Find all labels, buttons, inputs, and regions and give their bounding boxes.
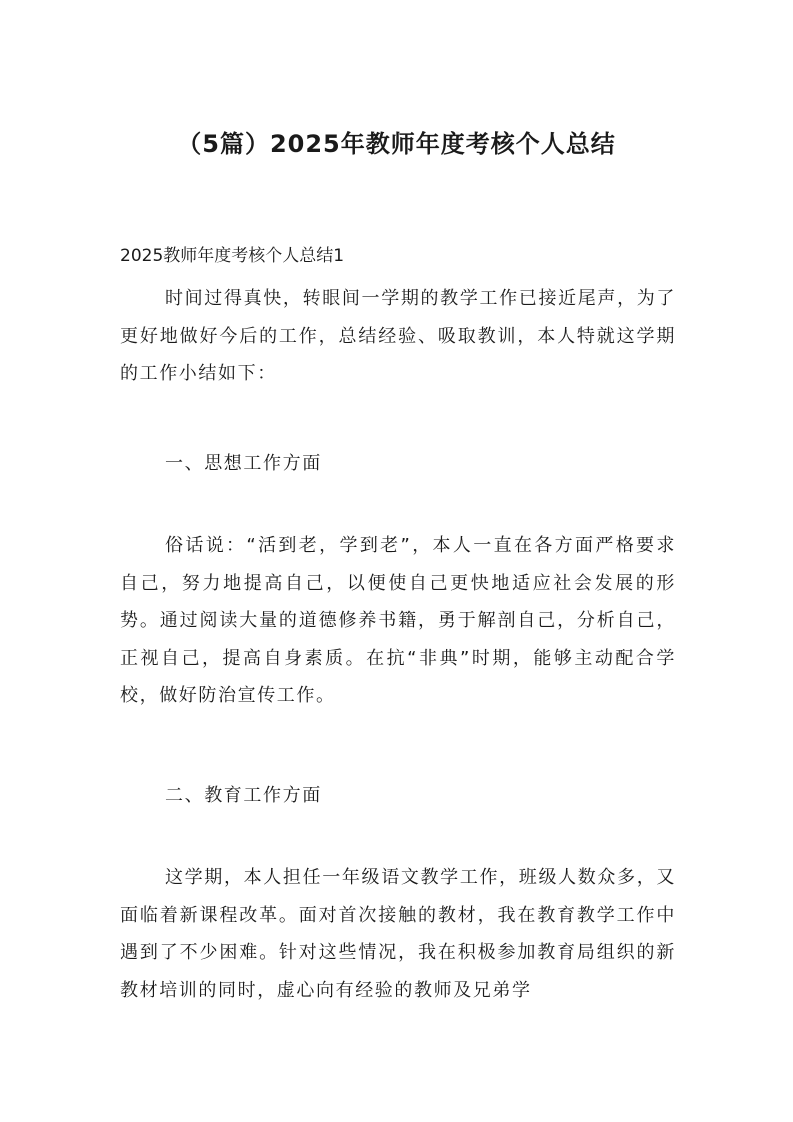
heading-ideology: 一、思想工作方面 xyxy=(165,453,322,474)
heading-education: 二、教育工作方面 xyxy=(165,785,322,806)
document-title: （5篇）2025年教师年度考核个人总结 xyxy=(177,130,616,158)
paragraph-education: 这学期，本人担任一年级语文教学工作，班级人数众多，又面临着新课程改革。面对首次接触的教材，我在教育教学工作中遇到了不少困难。针对这些情况，我在积极参加教育局组织的新教材培训的同时，虚心向有经验的教师及兄弟学 xyxy=(120,867,676,1001)
section-title: 2025教师年度考核个人总结1 xyxy=(120,246,345,266)
paragraph-intro: 时间过得真快，转眼间一学期的教学工作已接近尾声，为了更好地做好今后的工作，总结经验、吸取教训，本人特就这学期的工作小结如下： xyxy=(120,288,676,384)
paragraph-ideology: 俗话说：“活到老，学到老”，本人一直在各方面严格要求自己，努力地提高自己，以便使自己更快地适应社会发展的形势。通过阅读大量的道德修养书籍，勇于解剖自己，分析自己，正视自己，提高自身素质。在抗“非典”时期，能够主动配合学校，做好防治宣传工作。 xyxy=(120,535,676,706)
